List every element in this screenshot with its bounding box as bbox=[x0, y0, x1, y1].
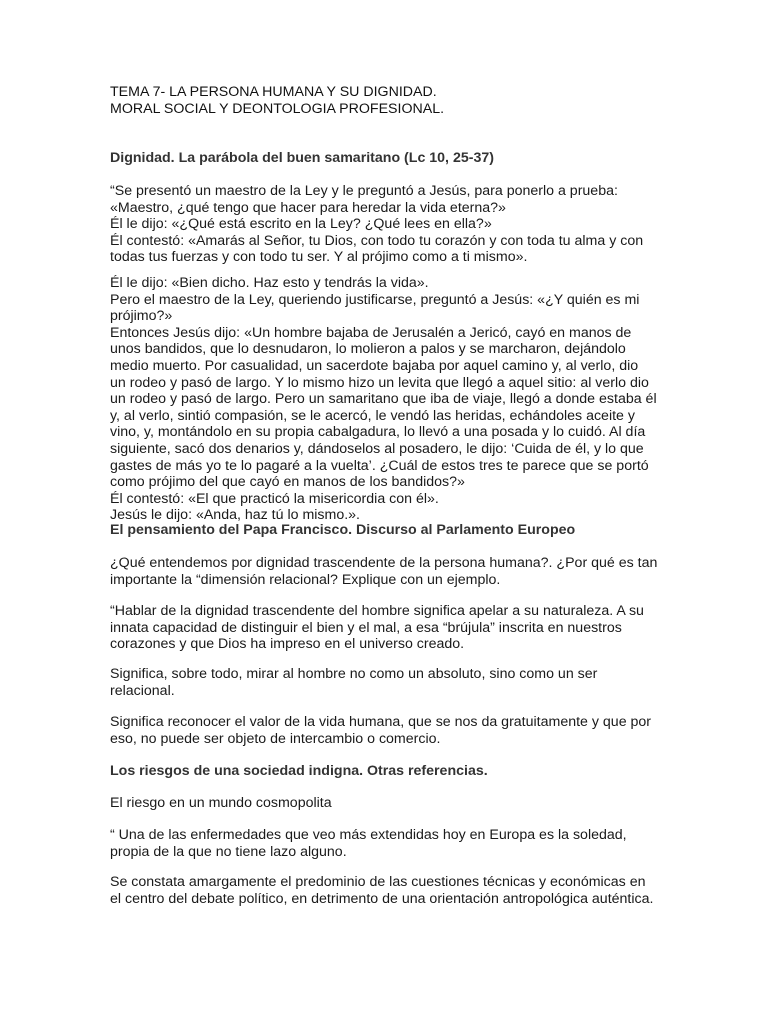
quote-paragraph-1 bbox=[110, 603, 670, 653]
text-line: propia de la que no tiene lazo alguno. bbox=[110, 843, 347, 860]
text-line: «Maestro, ¿qué tengo que hacer para heredar la vida eterna?» bbox=[110, 199, 506, 216]
text-line: prójimo?» bbox=[110, 308, 173, 325]
text-line: Él contestó: «Amarás al Señor, tu Dios, con todo tu corazón y con toda tu alma y con bbox=[110, 232, 644, 249]
text-line: un rodeo y pasó de largo. Pero un samaritano que iba de viaje, llegó a donde estaba él bbox=[110, 391, 657, 408]
text-line: Pero el maestro de la Ley, queriendo justificarse, preguntó a Jesús: «¿Y quién es mi bbox=[110, 291, 640, 308]
document-title bbox=[110, 84, 670, 117]
text-line: Jesús le dijo: «Anda, haz tú lo mismo.». bbox=[110, 507, 360, 524]
text-line: Entonces Jesús dijo: «Un hombre bajaba de Jerusalén a Jericó, cayó en manos de bbox=[110, 324, 632, 341]
quote-paragraph-3 bbox=[110, 714, 670, 747]
text-line: “ Una de las enfermedades que veo más extendidas hoy en Europa es la soledad, bbox=[110, 827, 627, 843]
text-line: Él le dijo: «Bien dicho. Haz esto y tendrás la vida». bbox=[110, 275, 429, 291]
question-paragraph bbox=[110, 555, 670, 588]
section-heading-papa-francisco: El pensamiento del Papa Francisco. Discurso al Parlamento Europeo bbox=[110, 522, 576, 538]
text-line: gastes de más yo te lo pagaré a la vuelta’. ¿Cuál de estos tres te parece que se portó bbox=[110, 457, 649, 474]
quote-paragraph-2 bbox=[110, 666, 670, 699]
text-line: medio muerto. Por casualidad, un sacerdote bajaba por aquel camino y, al verlo, dio bbox=[110, 357, 639, 374]
text-line: unos bandidos, que lo desnudaron, lo molieron a palos y se marcharon, dejándolo bbox=[110, 341, 626, 358]
text-line: Significa, sobre todo, mirar al hombre no como un absoluto, sino como un ser bbox=[110, 666, 598, 682]
text-line: innata capacidad de distinguir el bien y el mal, a esa “brújula” inscrita en nuestros bbox=[110, 619, 622, 636]
text-line: corazones y que Dios ha impreso en el universo creado. bbox=[110, 636, 465, 653]
text-line: ¿Qué entendemos por dignidad trascendente de la persona humana?. ¿Por qué es tan bbox=[110, 555, 658, 571]
riesgos-paragraph-1 bbox=[110, 827, 670, 860]
title-line: MORAL SOCIAL Y DEONTOLOGIA PROFESIONAL. bbox=[110, 100, 445, 117]
text-line: vino, y, montándolo en su propia cabalgadura, lo llevó a una posada y lo cuidó. Al día bbox=[110, 424, 646, 441]
subheading-mundo-cosmopolita: El riesgo en un mundo cosmopolita bbox=[110, 795, 332, 811]
text-line: siguiente, sacó dos denarios y, dándoselos al posadero, le dijo: ‘Cuida de él, y lo que bbox=[110, 440, 644, 457]
text-line: relacional. bbox=[110, 682, 175, 699]
text-line: eso, no puede ser objeto de intercambio o comercio. bbox=[110, 730, 441, 747]
parable-paragraph-2 bbox=[110, 275, 670, 524]
text-line: Él contestó: «El que practicó la misericordia con él». bbox=[110, 490, 439, 507]
section-heading-riesgos: Los riesgos de una sociedad indigna. Otras referencias. bbox=[110, 763, 488, 779]
text-line: como prójimo del que cayó en manos de los bandidos?» bbox=[110, 474, 465, 491]
text-line: Él le dijo: «¿Qué está escrito en la Ley? ¿Qué lees en ella?» bbox=[110, 216, 492, 233]
text-line: todas tus fuerzas y con todo tu ser. Y al prójimo como a ti mismo». bbox=[110, 249, 528, 266]
text-line: Se constata amargamente el predominio de las cuestiones técnicas y económicas en bbox=[110, 874, 646, 890]
text-line: “Hablar de la dignidad trascendente del hombre significa apelar a su naturaleza. A su bbox=[110, 603, 644, 619]
section-heading-samaritano: Dignidad. La parábola del buen samaritano (Lc 10, 25-37) bbox=[110, 150, 494, 166]
text-line: Significa reconocer el valor de la vida humana, que se nos da gratuitamente y que por bbox=[110, 714, 652, 730]
text-line: y, al verlo, sintió compasión, se le acercó, le vendó las heridas, echándoles aceite y bbox=[110, 407, 635, 424]
riesgos-paragraph-2 bbox=[110, 874, 670, 907]
title-line: TEMA 7- LA PERSONA HUMANA Y SU DIGNIDAD. bbox=[110, 84, 437, 100]
parable-paragraph-1 bbox=[110, 183, 670, 266]
text-line: un rodeo y pasó de largo. Y lo mismo hizo un levita que llegó a aquel sitio: al verlo dio bbox=[110, 374, 649, 391]
text-line: importante la “dimensión relacional? Explique con un ejemplo. bbox=[110, 571, 501, 588]
text-line: “Se presentó un maestro de la Ley y le preguntó a Jesús, para ponerlo a prueba: bbox=[110, 183, 618, 199]
text-line: el centro del debate político, en detrimento de una orientación antropológica auténtica. bbox=[110, 890, 654, 907]
